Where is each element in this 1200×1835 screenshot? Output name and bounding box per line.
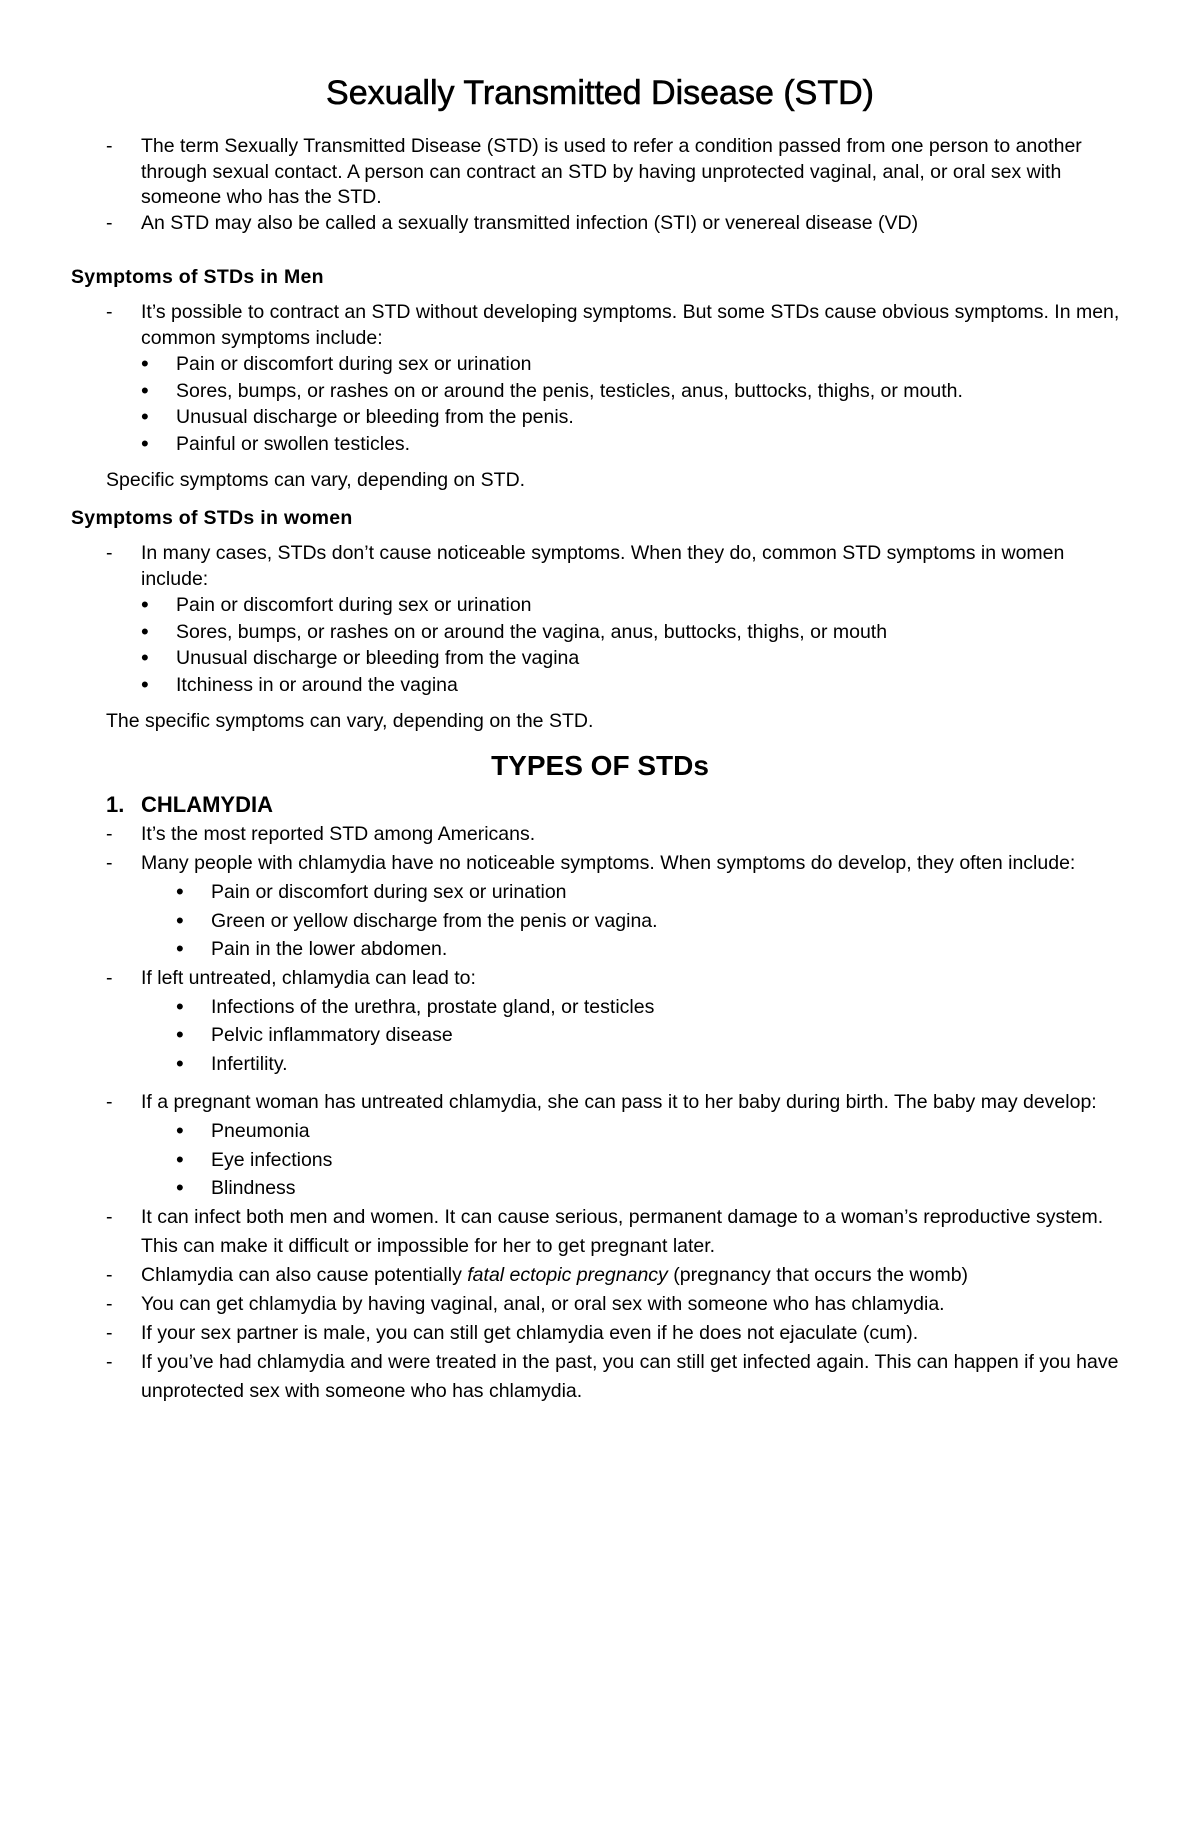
list-item: • Pain or discomfort during sex or urination bbox=[141, 592, 1129, 619]
chlamydia-heading bbox=[71, 790, 1129, 820]
types-heading: TYPES OF STDs bbox=[491, 750, 709, 781]
list-item: • Pain in the lower abdomen. bbox=[176, 935, 1129, 964]
list-item: • Painful or swollen testicles. bbox=[141, 431, 1129, 458]
chlamydia-list bbox=[71, 820, 1129, 1406]
list-item: • Pain or discomfort during sex or urination bbox=[141, 351, 1129, 378]
chlamydia-symptoms-lead: Many people with chlamydia have no noticeable symptoms. When symptoms do develop, they often include: bbox=[141, 852, 1076, 874]
list-item: • Unusual discharge or bleeding from the vagina bbox=[141, 645, 1129, 672]
men-lead bbox=[71, 300, 1129, 457]
list-item: • Blindness bbox=[176, 1174, 1129, 1203]
chlamydia-untreated-bullets bbox=[176, 993, 1129, 1079]
list-item bbox=[71, 964, 1129, 1079]
women-lead-text: In many cases, STDs don’t cause noticeable symptoms. When they do, common STD symptoms in women include: bbox=[141, 542, 1065, 590]
chlamydia-pregnancy-lead: If a pregnant woman has untreated chlamydia, she can pass it to her baby during birth. The baby may develop: bbox=[141, 1091, 1097, 1113]
list-item: - If your sex partner is male, you can still get chlamydia even if he does not ejaculate (cum). bbox=[71, 1319, 1129, 1348]
chlamydia-pregnancy-bullets bbox=[176, 1117, 1129, 1203]
chlamydia-section bbox=[71, 790, 1129, 1406]
men-note: Specific symptoms can vary, depending on STD. bbox=[106, 469, 526, 491]
list-item: - It’s the most reported STD among Americans. bbox=[71, 820, 1129, 849]
list-item: • Itchiness in or around the vagina bbox=[141, 672, 1129, 699]
men-bullets bbox=[141, 351, 1129, 457]
women-symptoms-list bbox=[71, 541, 1129, 698]
men-symptoms-list bbox=[71, 300, 1129, 457]
list-item: • Sores, bumps, or rashes on or around the penis, testicles, anus, buttocks, thighs, or mouth. bbox=[141, 378, 1129, 405]
list-item bbox=[71, 1261, 1129, 1290]
list-item: • Pelvic inflammatory disease bbox=[176, 1021, 1129, 1050]
women-note: The specific symptoms can vary, depending on the STD. bbox=[106, 710, 594, 732]
intro-list bbox=[71, 134, 1129, 236]
chlamydia-untreated-lead: If left untreated, chlamydia can lead to: bbox=[141, 966, 476, 989]
list-item bbox=[71, 1088, 1129, 1203]
chlamydia-number: 1. bbox=[106, 792, 125, 817]
list-item: • Sores, bumps, or rashes on or around the vagina, anus, buttocks, thighs, or mouth bbox=[141, 619, 1129, 646]
list-item: • Unusual discharge or bleeding from the penis. bbox=[141, 404, 1129, 431]
list-item: - It can infect both men and women. It can cause serious, permanent damage to a woman’s reproductive system. This can make it difficult or impossible for her to get pregnant later. bbox=[71, 1203, 1129, 1261]
list-item: • Pneumonia bbox=[176, 1117, 1129, 1146]
list-item: • Pain or discomfort during sex or urination bbox=[176, 878, 1129, 907]
document-title: Sexually Transmitted Disease (STD) bbox=[326, 74, 874, 112]
list-item: • Eye infections bbox=[176, 1146, 1129, 1175]
list-item: - You can get chlamydia by having vaginal, anal, or oral sex with someone who has chlamydia. bbox=[71, 1290, 1129, 1319]
list-item bbox=[71, 849, 1129, 964]
women-symptoms-heading: Symptoms of STDs in women bbox=[71, 507, 353, 529]
women-lead bbox=[71, 541, 1129, 698]
list-item: • Infections of the urethra, prostate gland, or testicles bbox=[176, 993, 1129, 1022]
intro-item: - An STD may also be called a sexually transmitted infection (STI) or venereal disease (VD) bbox=[71, 211, 1129, 237]
chlamydia-symptom-bullets bbox=[176, 878, 1129, 964]
men-symptoms-heading: Symptoms of STDs in Men bbox=[71, 266, 324, 288]
women-bullets bbox=[141, 592, 1129, 698]
list-item: - If you’ve had chlamydia and were treated in the past, you can still get infected again. This can happen if you have unprotected sex with someone who has chlamydia. bbox=[71, 1348, 1129, 1406]
ectopic-pre: Chlamydia can also cause potentially bbox=[141, 1263, 468, 1286]
ectopic-emphasis: fatal ectopic pregnancy bbox=[467, 1263, 668, 1286]
intro-item: - The term Sexually Transmitted Disease (STD) is used to refer a condition passed from one person to another through sexual contact. A person can contract an STD by having unprotected vaginal, anal, or oral sex with someone who has the STD. bbox=[71, 134, 1129, 211]
ectopic-post: (pregnancy that occurs the womb) bbox=[667, 1263, 969, 1286]
men-lead-text: It’s possible to contract an STD without developing symptoms. But some STDs cause obvious symptoms. In men, common symptoms include: bbox=[141, 301, 1120, 349]
list-item: • Green or yellow discharge from the penis or vagina. bbox=[176, 907, 1129, 936]
list-item: • Infertility. bbox=[176, 1050, 1129, 1079]
chlamydia-title: CHLAMYDIA bbox=[141, 792, 273, 817]
